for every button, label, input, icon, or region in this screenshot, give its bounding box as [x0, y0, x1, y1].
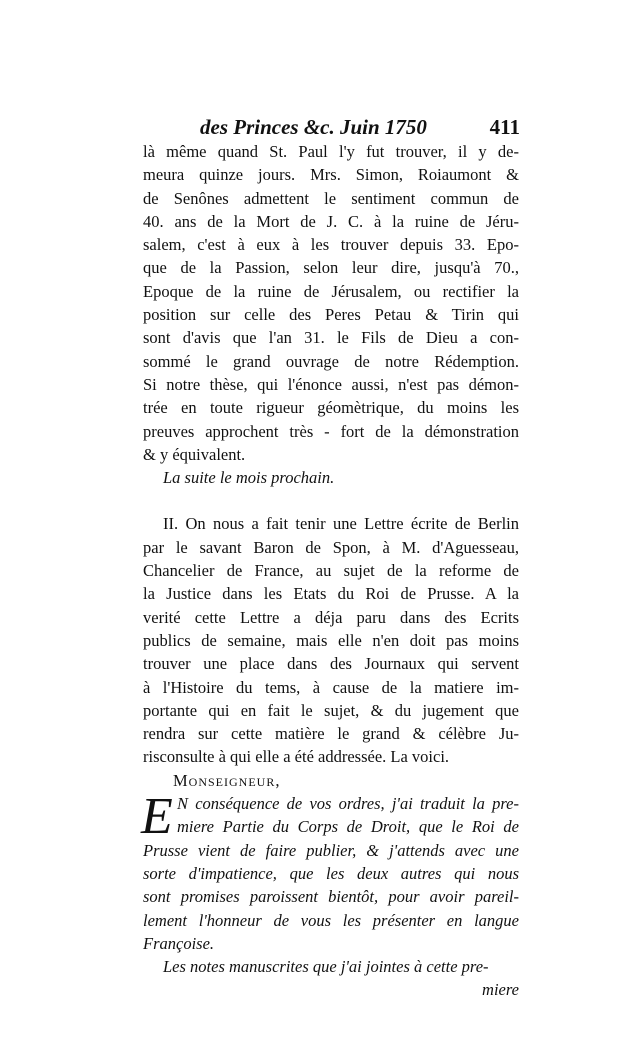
paragraph-1 [143, 140, 519, 466]
page-body [143, 140, 519, 1002]
text-line: 40. ans de la Mort de J. C. à la ruine de Jéru- [143, 211, 519, 231]
running-header [200, 115, 520, 141]
text-line: sont promises paroissent bientôt, pour avoir pareil- [143, 887, 519, 907]
text-line: II. On nous a fait tenir une Lettre écrite de Berlin [163, 514, 519, 534]
text-line: trée en toute rigueur géomètrique, du moins les [143, 398, 519, 418]
catchword: miere [482, 980, 519, 1000]
drop-cap: E [141, 788, 173, 846]
text-line: Prusse vient de faire publier, & j'attends avec une [143, 840, 519, 860]
text-line: risconsulte à qui elle a été addressée. La voici. [143, 747, 450, 767]
running-title: des Princes &c. Juin 1750 [200, 115, 427, 139]
text-line: N conséquence de vos ordres, j'ai traduit la pre- [177, 794, 519, 814]
text-line: meura quinze jours. Mrs. Simon, Roiaumont & [143, 165, 519, 185]
text-line: salem, c'est à eux à les trouver depuis 33. Epo- [143, 235, 519, 255]
text-line: trouver une place dans des Journaux qui servent [143, 654, 519, 674]
text-line: publics de semaine, mais elle n'en doit pas moins [143, 630, 519, 650]
text-line: là même quand St. Paul l'y fut trouver, il y de- [143, 142, 519, 161]
text-line: que de la Passion, selon leur dire, jusqu'à 70., [143, 258, 519, 278]
text-line: par le savant Baron de Spon, à M. d'Aguesseau, [143, 537, 519, 557]
paragraph-2 [143, 512, 519, 768]
text-line: à l'Histoire du tems, à cause de la matiere im- [143, 677, 519, 697]
page-number: 411 [489, 115, 520, 139]
text-line: sommé le grand ouvrage de notre Rédemption. [143, 351, 519, 371]
text-line: sont d'avis que l'an 31. le Fils de Dieu a con- [143, 328, 519, 348]
letter-text [141, 788, 519, 1002]
letter-next-paragraph: Les notes manuscrites que j'ai jointes à cette pre- [163, 957, 489, 977]
text-line: de Senônes admettent le sentiment commun de [143, 188, 519, 208]
text-line: Chancelier de France, au sujet de la reforme de [143, 561, 519, 581]
text-line: sorte d'impatience, que les deux autres qui nous [143, 863, 519, 883]
text-line: rendra sur cette matière le grand & célèbre Ju- [143, 724, 519, 744]
text-line: Epoque de la ruine de Jérusalem, ou rectifier la [143, 281, 519, 301]
salutation: Monseigneur, [173, 770, 281, 790]
text-line: la Justice dans les Etats du Roi de Prusse. A la [143, 584, 519, 604]
text-line: position sur celle des Peres Petau & Tirin qui [143, 305, 519, 325]
text-line: preuves approchent très - fort de la démonstration [143, 421, 519, 441]
text-line: verité cette Lettre a déja paru dans des Ecrits [143, 607, 519, 627]
text-line: & y équivalent. [143, 444, 246, 464]
text-line: portante qui en fait le sujet, & du jugement que [143, 700, 519, 720]
continuation-note: La suite le mois prochain. [163, 468, 335, 488]
text-line: Si notre thèse, qui l'énonce aussi, n'est pas démon- [143, 374, 519, 394]
text-line: miere Partie du Corps de Droit, que le Roi de [177, 817, 519, 837]
text-line: lement l'honneur de vous les présenter en langue [143, 910, 519, 930]
text-line: Françoise. [143, 933, 215, 953]
